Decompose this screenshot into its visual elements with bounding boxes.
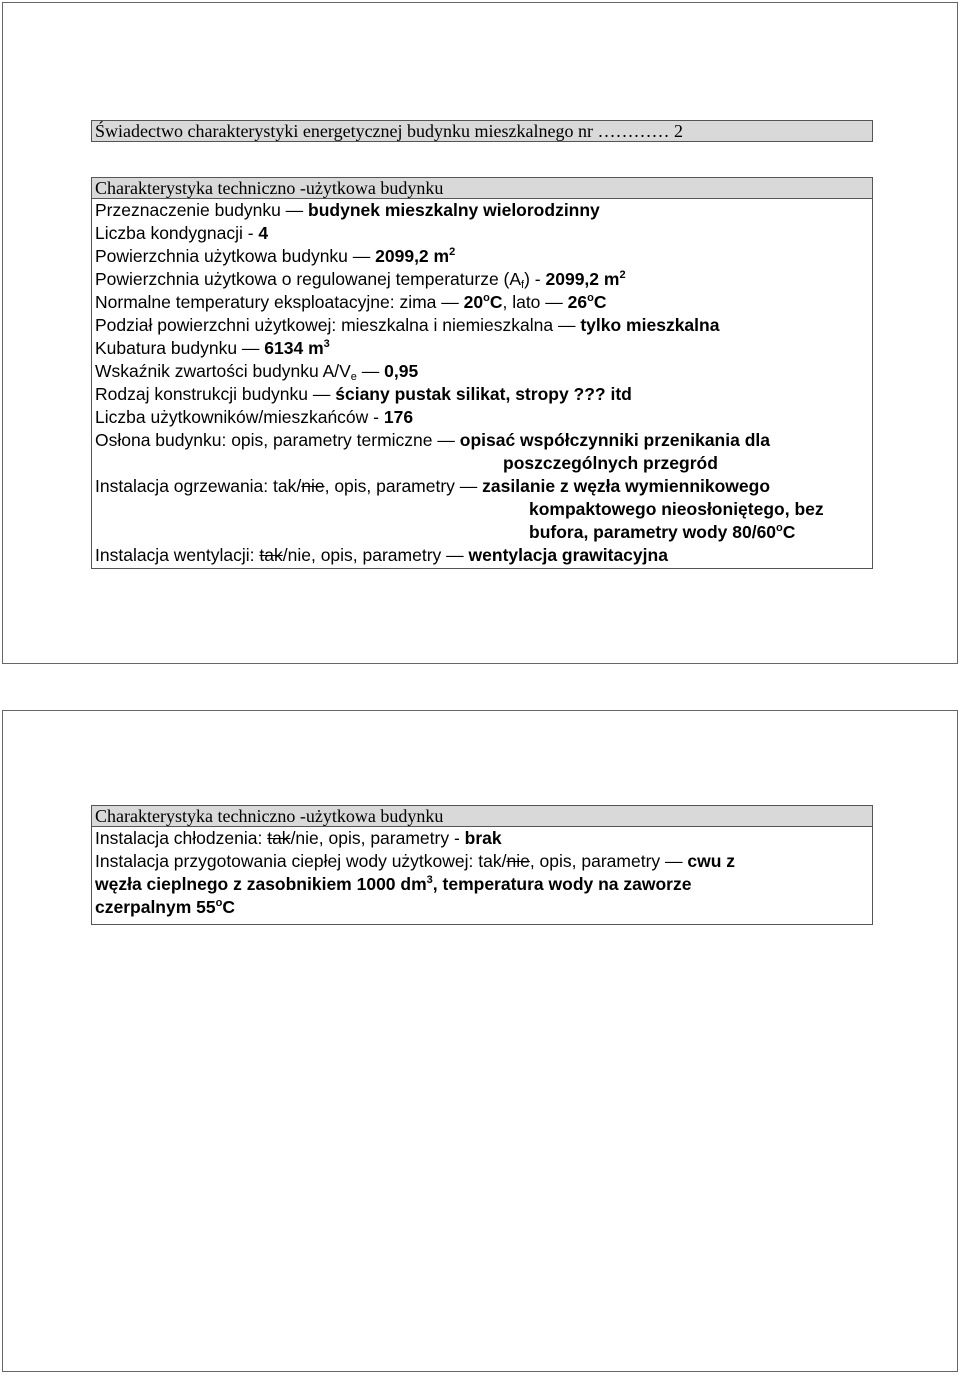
unit: C [782,522,796,542]
superscript: o [215,897,223,909]
row-label: Podział powierzchni użytkowej: mieszkalna i niemieszkalna — [95,315,581,335]
struck-option: nie [506,851,530,871]
row-label: Rodzaj konstrukcji budynku — [95,384,336,404]
row-value: 2099,2 m [545,269,620,289]
row-value: bufora, parametry wody 80/60 [529,522,777,542]
row-value: 4 [258,223,269,243]
row-cwu-cont [95,873,872,896]
row-ogrzewanie-cont [95,498,872,521]
row-label-mid: /nie, opis, parametry - [290,828,465,848]
row-value: ściany pustak silikat, stropy ??? itd [335,384,632,404]
row-uzytkownicy [95,406,872,429]
struck-option: tak [259,545,283,565]
row-cwu-cont2 [95,896,872,919]
row-kondygnacje [95,222,872,245]
struck-option: nie [301,476,325,496]
certificate-title: Świadectwo charakterystyki energetycznej budynku mieszkalnego nr ………… 2 [91,120,873,142]
row-label-mid: — [356,361,385,381]
row-label-mid: , opis, parametry — [529,851,688,871]
row-label: Powierzchnia użytkowa o regulowanej temperaturze (A [95,269,522,289]
row-value: czerpalnym 55 [95,897,216,917]
unit: C [222,897,235,917]
row-label: Kubatura budynku — [95,338,265,358]
row-wskaznik [95,360,872,383]
row-value: , temperatura wody na zaworze [432,874,692,894]
row-value: kompaktowego nieosłoniętego, bez [529,499,824,519]
row-label-mid: , lato — [502,292,568,312]
row-powierzchnia-regulowana [95,268,872,291]
row-label-mid: ) - [524,269,546,289]
row-value: zasilanie z węzła wymiennikowego [482,476,771,496]
row-label: Instalacja przygotowania ciepłej wody użytkowej: tak/ [95,851,507,871]
section-content [91,827,873,925]
row-kubatura [95,337,872,360]
unit: C [593,292,607,312]
row-label: Normalne temperatury eksploatacyjne: zima — [95,292,464,312]
row-konstrukcja [95,383,872,406]
row-value-summer: 26 [567,292,588,312]
superscript: o [587,292,594,304]
superscript: 2 [619,269,626,281]
row-label: Powierzchnia użytkowa budynku — [95,246,376,266]
row-value: opisać współczynniki przenikania dla [459,430,770,450]
row-przeznaczenie [95,199,872,222]
row-label: Liczba użytkowników/mieszkańców - [95,407,384,427]
row-ogrzewanie-cont2 [95,521,872,544]
section-header: Charakterystyka techniczno -użytkowa budynku [91,805,873,827]
row-oslona [95,429,872,452]
row-label: Osłona budynku: opis, parametry termiczne — [95,430,460,450]
row-label: Instalacja chłodzenia: [95,828,268,848]
subscript: e [350,371,357,383]
row-cwu [95,850,872,873]
row-podzial [95,314,872,337]
row-label: Przeznaczenie budynku — [95,200,309,220]
row-label: Wskaźnik zwartości budynku A/V [95,361,351,381]
row-label-mid: , opis, parametry — [324,476,483,496]
row-wentylacja [95,544,872,567]
row-powierzchnia-uzytkowa [95,245,872,268]
document-page-1 [2,2,958,664]
row-label: Liczba kondygnacji - [95,223,259,243]
row-label-mid: /nie, opis, parametry — [282,545,469,565]
document-page-2 [2,710,958,1372]
row-value: cwu z [687,851,736,871]
row-value: budynek mieszkalny wielorodzinny [308,200,600,220]
superscript: o [776,522,783,534]
row-value: 2099,2 m [375,246,450,266]
superscript: 2 [449,246,456,258]
row-value: 176 [383,407,414,427]
row-value: brak [464,828,502,848]
row-value: wentylacja grawitacyjna [468,545,668,565]
unit: C [489,292,503,312]
row-ogrzewanie [95,475,872,498]
row-label: Instalacja wentylacji: [95,545,260,565]
row-value: 6134 m [264,338,324,358]
superscript: o [483,292,490,304]
row-label: Instalacja ogrzewania: tak/ [95,476,302,496]
row-chlodzenie [95,827,872,850]
subscript: f [521,279,525,291]
row-value-winter: 20 [463,292,484,312]
row-temperatury [95,291,872,314]
row-value: 0,95 [384,361,419,381]
row-value: poszczególnych przegród [503,453,718,473]
section-content [91,199,873,569]
row-oslona-cont [95,452,872,475]
row-value: węzła cieplnego z zasobnikiem 1000 dm [95,874,427,894]
superscript: 3 [426,874,433,886]
row-value: tylko mieszkalna [580,315,720,335]
struck-option: tak [267,828,291,848]
section-header: Charakterystyka techniczno -użytkowa budynku [91,177,873,199]
superscript: 3 [323,338,330,350]
